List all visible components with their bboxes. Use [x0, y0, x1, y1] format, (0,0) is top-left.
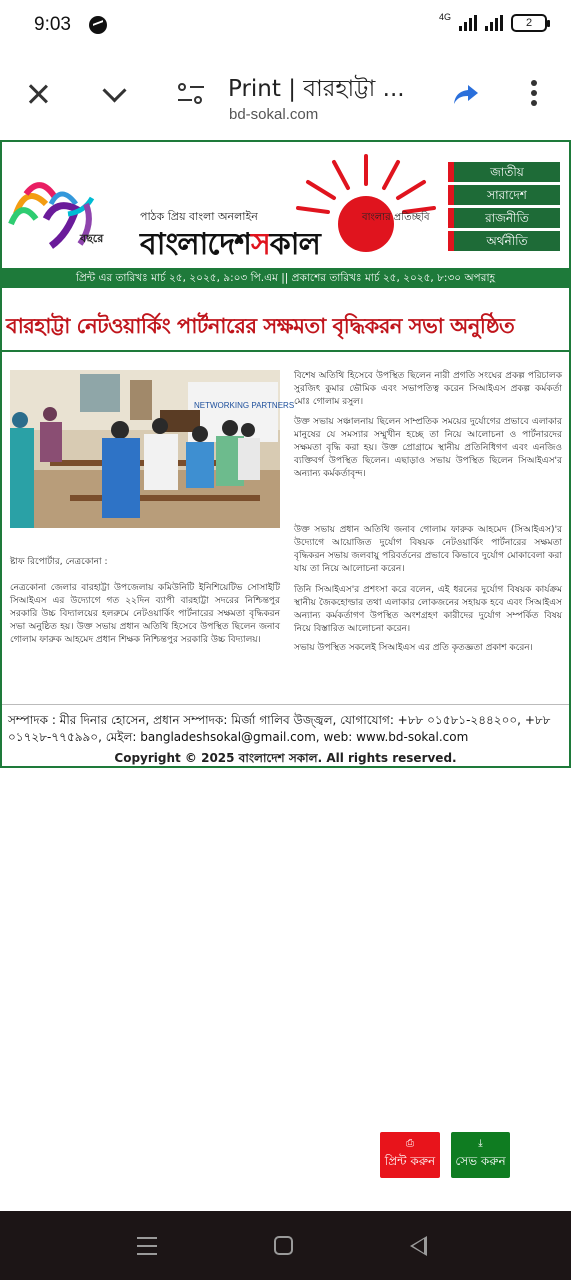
signal-icon-2 — [485, 15, 503, 31]
save-button-label: সেভ করুন — [455, 1153, 506, 1168]
recent-apps-icon[interactable] — [137, 1237, 157, 1255]
status-time: 9:03 — [34, 14, 71, 35]
print-page — [0, 140, 571, 768]
print-date-bar: প্রিন্ট এর তারিখঃ মার্চ ২৫, ২০২৫, ৯:০৩ পি.এম || প্রকাশের তারিখঃ মার্চ ২৫, ২০২৫, ৮:৩০ অপরাহ্ণ — [2, 268, 569, 288]
headline-divider — [2, 350, 569, 352]
page-settings-icon[interactable] — [176, 80, 204, 108]
category-item[interactable]: জাতীয় — [448, 162, 560, 182]
messenger-icon — [89, 16, 107, 34]
share-icon[interactable] — [452, 80, 480, 108]
brand-name-black: বাংলাদেশ — [140, 227, 251, 262]
category-item[interactable]: অর্থনীতি — [448, 231, 560, 251]
page-url: bd-sokal.com — [229, 106, 319, 123]
article-paragraph: নেত্রকোনা জেলার বারহাট্টা উপজেলায় কমিউনিটি ইনিশিয়েটিভ সোসাইটি সিআইএস এর উদ্যোগে গত ২২দিন ব্যাপী বারহাট্টা সদরের নিশ্চিন্তপুর সরকারি উচ্চ বিদ্যালয়ের হলরুমে নেটওয়ার্কিং পার্টনারের সক্ষমতা বৃদ্ধিকরন সভা অনুষ্ঠিত হয়। উক্ত সভায় প্রধান অতিথি হিসেবে উপস্থিত ছিলেন জনাব গোলাম ফারুক আহমেদ প্রধান শিক্ষক নিশ্চিন্তপুর সরকারি উচ্চ বিদ্যালয়। — [10, 583, 280, 645]
tagline: পাঠক প্রিয় বাংলা অনলাইন — [140, 210, 258, 223]
home-icon[interactable] — [274, 1236, 293, 1255]
article-paragraph: উক্ত সভায় প্রধান অতিথি জনাব গোলাম ফারুক আহমেদ (সিআইএস)'র উদ্যোগে আয়োজিত দুর্যোগ বিষয়ক নেটওয়ার্কিং পার্টনারের সক্ষমতা বৃদ্ধিকরন সভায় জলবায়ু পরিবর্তনের প্রভাবে কিভাবে দুর্যোগ মোকাবেলা করা যায় তা নিয়ে আলোচনা করেন। — [294, 525, 562, 574]
network-type-label: 4G — [438, 12, 451, 22]
footer-contact: সম্পাদক : মীর দিনার হোসেন, প্রধান সম্পাদক: মির্জা গালিব উজ্জ্বল, যোগাযোগ: +৮৮ ০১৫৮১-২৪৪২০০, +৮৮ ০১৭২৮-৭৭৫৯৯০, মেইল: bangladeshsokal@gmail.com, web: www.bd-sokal.com — [8, 713, 551, 744]
more-options-icon[interactable] — [526, 80, 542, 108]
footer-divider — [2, 704, 569, 705]
brand-name-red: স — [250, 227, 270, 262]
article-photo — [10, 370, 295, 528]
article-paragraph: উক্ত সভায় সঞ্চালনায় ছিলেন সাম্প্রতিক সময়ের দুর্যোগের প্রভাবে এলাকার মানুষের যে সমস্যার সম্মুখীন হচ্ছে তা নিয়ে আলোচনা ও পার্টনারদের সক্ষমতা বৃদ্ধি করা হয়। উক্ত প্রোগ্রামে স্থানীয় প্রতিনিধিগণ এবং এনজিও ব্যক্তিবর্গ উপস্থিত ছিলেন। এছাড়াও সভায় উপস্থিত ছিলেন সিআইএস'র অন্যান্য কর্মকর্তাবৃন্দ। — [294, 417, 562, 479]
article-byline: ষ্টাফ রিপোর্টার, নেত্রকোনা : — [10, 557, 108, 567]
print-button[interactable] — [380, 1132, 440, 1178]
status-bar — [0, 0, 571, 52]
category-item[interactable]: সারাদেশ — [448, 185, 560, 205]
category-menu — [448, 162, 560, 254]
printer-icon: ⎙ — [406, 1137, 414, 1149]
close-icon[interactable] — [24, 80, 52, 108]
page-title: Print | বারহাট্টা ... — [228, 76, 405, 102]
brand-name — [140, 220, 320, 271]
anniversary-label: বছরে — [80, 232, 104, 245]
chevron-down-icon[interactable] — [100, 80, 128, 108]
status-indicators — [439, 14, 547, 32]
battery-icon: 2 — [511, 14, 547, 32]
copyright: Copyright © 2025 বাংলাদেশ সকাল. All rights reserved. — [114, 751, 457, 765]
article-paragraph: সভায় উপস্থিত সকলেই সিআইএস এর প্রতি কৃতজ্ঞতা প্রকাশ করেন। — [294, 643, 533, 653]
back-icon[interactable] — [410, 1236, 427, 1256]
print-button-label: প্রিন্ট করুন — [384, 1153, 436, 1168]
article-paragraph: বিশেষ অতিথি হিসেবে উপস্থিত ছিলেন নারী প্রগতি সংঘের প্রকল্প পরিচালক সুরজিৎ কুমার ভৌমিক এবং সভাপতিত্ব করেন সিআইএস প্রকল্প কর্মকর্তা মোঃ গোলাম রসুল। — [294, 371, 562, 407]
browser-toolbar — [0, 52, 571, 138]
article-headline: বারহাট্টা নেটওয়ার্কিং পার্টনারের সক্ষমতা বৃদ্ধিকরন সভা অনুষ্ঠিত — [6, 313, 515, 338]
signal-icon — [459, 15, 477, 31]
masthead — [2, 142, 569, 268]
system-nav-bar — [0, 1211, 571, 1280]
article-paragraph: তিনি সিআইএস'র প্রশংসা করে বলেন, এই ধরনের দুর্যোগ বিষয়ক কার্যক্রম স্থানীয় জৈকহোল্ডার তথা এলাকার লোকজনের সহায়ক হবে এবং সিআইএস অন্যান্য কর্মকর্তাগণ উপস্থিত অংশগ্রহণ কারীদের দুর্যোগ সম্পর্কিত বিষয় নিয়ে বিস্তারিত আলোচনা করেন। — [294, 585, 562, 634]
category-item[interactable]: রাজনীতি — [448, 208, 560, 228]
banner-text: NETWORKING PARTNERS — [194, 401, 295, 410]
save-button[interactable] — [451, 1132, 510, 1178]
tagline-right: বাংলার প্রতিচ্ছবি — [362, 212, 430, 223]
download-icon: ⤓ — [478, 1137, 483, 1149]
brand-name-tail: কাল — [269, 227, 320, 262]
